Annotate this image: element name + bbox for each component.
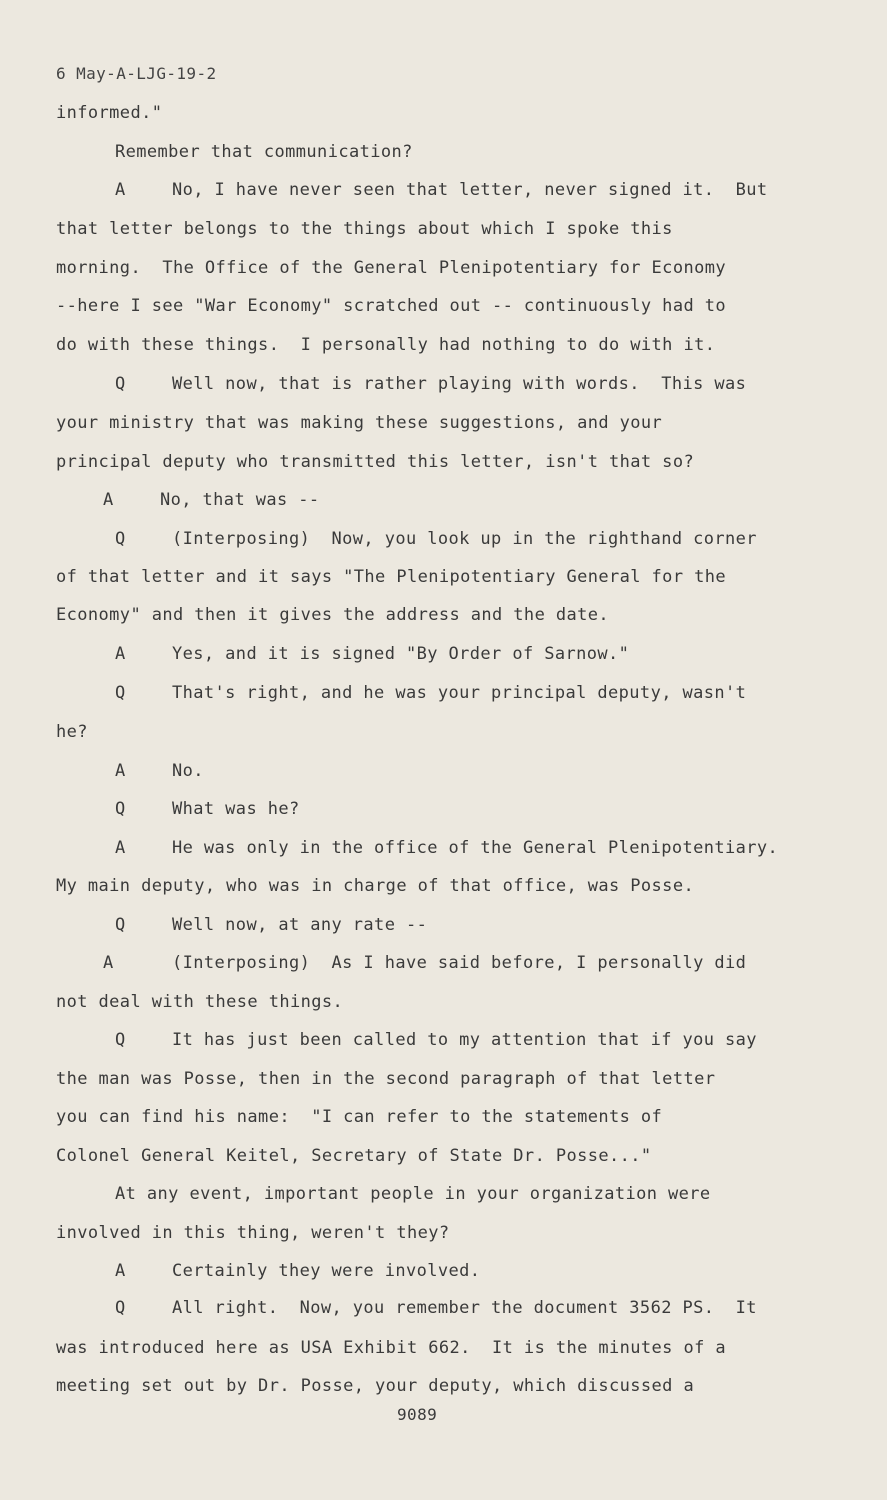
text-line: the man was Posse, then in the second paragraph of that letter <box>56 1069 716 1089</box>
text-line: was introduced here as USA Exhibit 662. It is the minutes of a <box>56 1338 726 1358</box>
text-line: No. <box>172 761 204 781</box>
speaker-tag: A <box>115 180 126 200</box>
text-line: informed." <box>56 103 163 123</box>
speaker-tag: Q <box>115 1030 126 1050</box>
text-line: (Interposing) As I have said before, I personally did <box>172 953 747 973</box>
text-line: Remember that communication? <box>115 142 413 162</box>
text-line: of that letter and it says "The Plenipotentiary General for the <box>56 567 726 587</box>
speaker-tag: A <box>103 953 114 973</box>
text-line: Certainly they were involved. <box>172 1261 481 1281</box>
text-line: That's right, and he was your principal deputy, wasn't <box>172 683 747 703</box>
speaker-tag: A <box>115 761 126 781</box>
speaker-tag: Q <box>115 529 126 549</box>
page-header: 6 May-A-LJG-19-2 <box>56 64 217 83</box>
speaker-tag: Q <box>115 915 126 935</box>
text-line: Yes, and it is signed "By Order of Sarnow." <box>172 644 630 664</box>
text-line: do with these things. I personally had nothing to do with it. <box>56 335 716 355</box>
speaker-tag: A <box>115 1261 126 1281</box>
speaker-tag: Q <box>115 799 126 819</box>
text-line: What was he? <box>172 799 300 819</box>
text-line: It has just been called to my attention that if you say <box>172 1030 757 1050</box>
text-line: --here I see "War Economy" scratched out -- continuously had to <box>56 296 726 316</box>
text-line: No, that was -- <box>160 490 320 510</box>
speaker-tag: Q <box>115 1298 126 1318</box>
text-line: Economy" and then it gives the address and the date. <box>56 605 610 625</box>
text-line: involved in this thing, weren't they? <box>56 1223 450 1243</box>
text-line: meeting set out by Dr. Posse, your deputy, which discussed a <box>56 1376 695 1396</box>
speaker-tag: A <box>103 490 114 510</box>
speaker-tag: A <box>115 838 126 858</box>
speaker-tag: Q <box>115 683 126 703</box>
text-line: He was only in the office of the General Plenipotentiary. <box>172 838 779 858</box>
text-line: not deal with these things. <box>56 992 344 1012</box>
speaker-tag: Q <box>115 374 126 394</box>
page-number: 9089 <box>397 1405 438 1424</box>
speaker-tag: A <box>115 644 126 664</box>
text-line: No, I have never seen that letter, never signed it. But <box>172 180 768 200</box>
text-line: All right. Now, you remember the document 3562 PS. It <box>172 1298 757 1318</box>
text-line: principal deputy who transmitted this letter, isn't that so? <box>56 452 695 472</box>
text-line: your ministry that was making these suggestions, and your <box>56 413 663 433</box>
text-line: he? <box>56 722 88 742</box>
text-line: At any event, important people in your organization were <box>115 1184 711 1204</box>
text-line: My main deputy, who was in charge of that office, was Posse. <box>56 876 695 896</box>
text-line: (Interposing) Now, you look up in the righthand corner <box>172 529 757 549</box>
text-line: morning. The Office of the General Plenipotentiary for Economy <box>56 258 726 278</box>
text-line: Well now, at any rate -- <box>172 915 428 935</box>
text-line: Colonel General Keitel, Secretary of State Dr. Posse..." <box>56 1146 652 1166</box>
text-line: Well now, that is rather playing with words. This was <box>172 374 747 394</box>
text-line: you can find his name: "I can refer to the statements of <box>56 1107 663 1127</box>
text-line: that letter belongs to the things about which I spoke this <box>56 219 673 239</box>
